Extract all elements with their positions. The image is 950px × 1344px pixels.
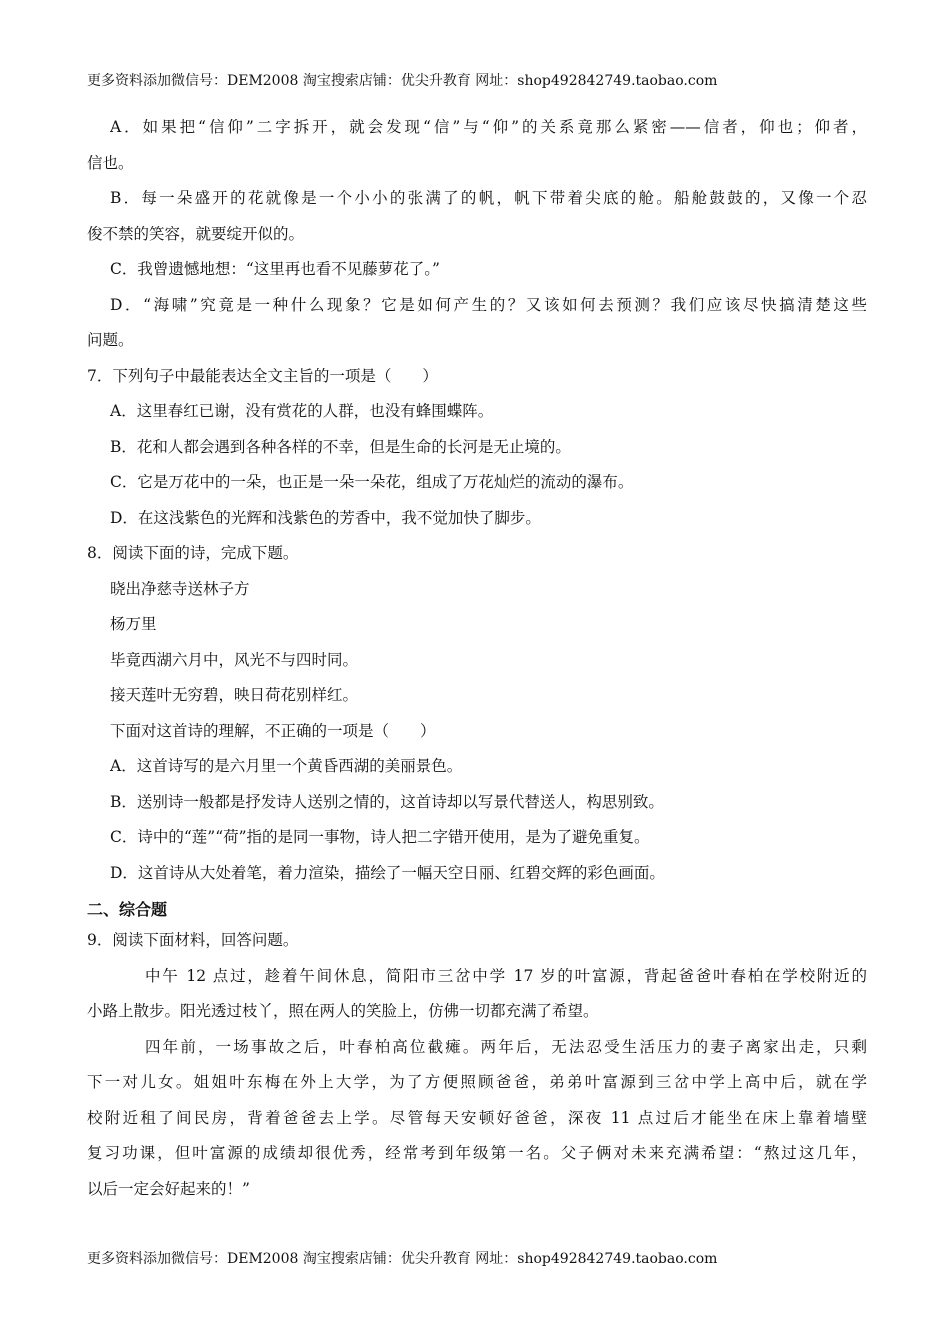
q6-option-b: B．每一朵盛开的花就像是一个小小的张满了的帆，帆下带着尖底的舱。船舱鼓鼓的，又像一个忍 [110, 189, 867, 207]
q8-stem: 8．阅读下面的诗，完成下题。 [87, 544, 299, 562]
q7-option-a: A．这里春红已谢，没有赏花的人群，也没有蜂围蝶阵。 [110, 402, 494, 420]
q6-option-b-cont: 俊不禁的笑容，就要绽开似的。 [87, 224, 305, 243]
q7-option-d: D．在这浅紫色的光辉和浅紫色的芳香中，我不觉加快了脚步。 [110, 508, 541, 527]
q8-option-b: B．送别诗一般都是抒发诗人送别之情的，这首诗却以写景代替送人，构思别致。 [110, 792, 664, 811]
q6-option-a: A．如果把“信仰”二字拆开，就会发现“信”与“仰”的关系竟那么紧密——信者，仰也；仰者， [110, 118, 867, 136]
q9-paragraph-2-cont: 下一对儿女。姐姐叶东梅在外上大学，为了方便照顾爸爸，弟弟叶富源到三岔中学上高中后，就在学 [87, 1073, 867, 1091]
q7-option-c: C．它是万花中的一朵，也正是一朵一朵花，组成了万花灿烂的流动的瀑布。 [110, 473, 634, 491]
q9-paragraph-2-cont: 复习功课，但叶富源的成绩却很优秀，经常考到年级第一名。父子俩对未来充满希望：“熬过这几年， [87, 1144, 867, 1162]
q9-paragraph-2: 四年前，一场事故之后，叶春柏高位截瘫。两年后，无法忍受生活压力的妻子离家出走，只剩 [145, 1037, 867, 1056]
poem-author: 杨万里 [110, 615, 157, 633]
q8-option-a: A．这首诗写的是六月里一个黄昏西湖的美丽景色。 [110, 757, 463, 775]
q6-option-a-cont: 信也。 [87, 153, 134, 172]
q9-stem: 9．阅读下面材料，回答问题。 [87, 931, 299, 949]
document-body [87, 113, 867, 1210]
section-heading: 二、综合题 [87, 900, 168, 919]
poem-line-2: 接天莲叶无穷碧，映日荷花别样红。 [110, 686, 359, 704]
q9-paragraph-1: 中午 12 点过，趁着午间休息，简阳市三岔中学 17 岁的叶富源，背起爸爸叶春柏在学校附近的 [145, 966, 867, 985]
q6-option-c: C．我曾遗憾地想：“这里再也看不见藤萝花了。” [110, 260, 440, 278]
q6-option-d-cont: 问题。 [87, 331, 134, 349]
q7-stem: 7．下列句子中最能表达全文主旨的一项是（ ） [87, 366, 438, 385]
page-footer: 更多资料添加微信号：DEM2008 淘宝搜索店铺：优尖升教育 网址：shop492842749.taobao.com [87, 1251, 718, 1267]
poem-line-1: 毕竟西湖六月中，风光不与四时同。 [110, 650, 359, 669]
q8-option-c: C．诗中的“莲”“荷”指的是同一事物，诗人把二字错开使用，是为了避免重复。 [110, 828, 650, 846]
q9-paragraph-1-cont: 小路上散步。阳光透过枝丫，照在两人的笑脸上，仿佛一切都充满了希望。 [87, 1002, 599, 1020]
q9-paragraph-2-cont: 以后一定会好起来的！” [87, 1179, 250, 1198]
q8-option-d: D．这首诗从大处着笔，着力渲染，描绘了一幅天空日丽、红碧交辉的彩色画面。 [110, 863, 665, 882]
page-header: 更多资料添加微信号：DEM2008 淘宝搜索店铺：优尖升教育 网址：shop492842749.taobao.com [87, 73, 718, 89]
poem-title: 晓出净慈寺送林子方 [110, 579, 250, 598]
q9-paragraph-2-cont: 校附近租了间民房，背着爸爸去上学。尽管每天安顿好爸爸，深夜 11 点过后才能坐在床上靠着墙壁 [87, 1108, 867, 1127]
q8-sub-stem: 下面对这首诗的理解，不正确的一项是（ ） [110, 721, 436, 740]
q6-option-d: D．“海啸”究竟是一种什么现象？它是如何产生的？又该如何去预测？我们应该尽快搞清楚这些 [110, 295, 867, 314]
q7-option-b: B．花和人都会遇到各种各样的不幸，但是生命的长河是无止境的。 [110, 437, 571, 456]
